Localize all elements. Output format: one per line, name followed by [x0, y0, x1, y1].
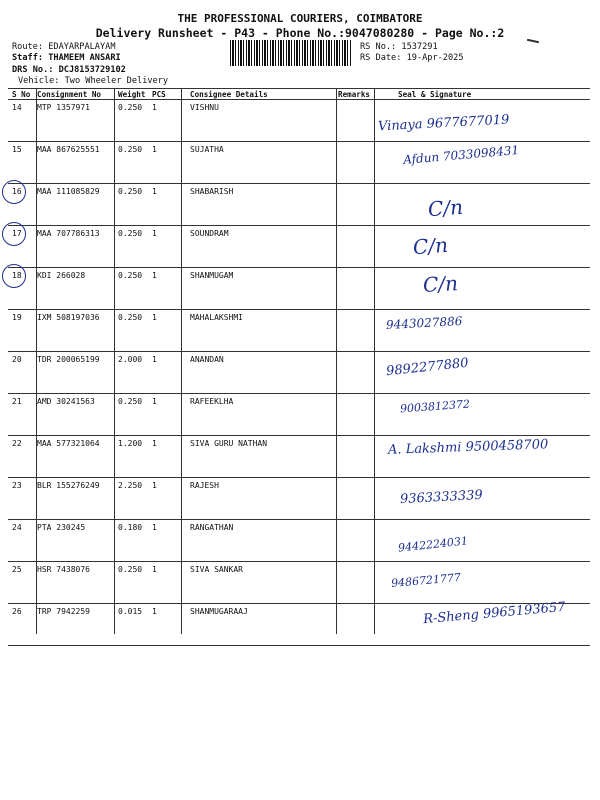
handwritten-signature: 9486721777: [390, 570, 462, 591]
weight-value: 0.015: [118, 607, 143, 616]
handwritten-signature: A. Lakshmi 9500458700: [387, 437, 549, 458]
serial-number: 26: [12, 607, 22, 616]
consignment-number: HSR 7438076: [37, 565, 90, 574]
handwritten-signature: Vinaya 9677677019: [377, 112, 510, 135]
handwritten-signature: 9003812372: [399, 397, 471, 416]
serial-number: 22: [12, 439, 22, 448]
weight-value: 0.250: [118, 313, 143, 322]
drs-value: DCJ8153729102: [58, 65, 126, 75]
column-divider: [181, 88, 182, 634]
col-consignee: Consignee Details: [190, 90, 268, 99]
route-label: Route:: [12, 42, 44, 52]
handwritten-signature: Afdun 7033098431: [402, 142, 520, 168]
column-divider: [374, 88, 375, 634]
serial-number: 14: [12, 103, 22, 112]
pieces-count: 1: [152, 565, 157, 574]
table-row: [8, 100, 590, 142]
barcode-image: [230, 40, 352, 66]
vehicle-label: Vehicle:: [18, 76, 60, 86]
table-row: [8, 226, 590, 268]
consignee-name: VISHNU: [190, 103, 219, 112]
pieces-count: 1: [152, 439, 157, 448]
table-row: [8, 520, 590, 562]
handwritten-signature: R-Sheng 9965193657: [422, 599, 567, 628]
serial-number: 20: [12, 355, 22, 364]
consignment-number: MTP 1357971: [37, 103, 90, 112]
drs-label: DRS No.:: [12, 65, 54, 75]
pieces-count: 1: [152, 103, 157, 112]
col-weight: Weight: [118, 90, 146, 99]
col-consignment: Consignment No: [37, 90, 102, 99]
consignment-number: TDR 200065199: [37, 355, 100, 364]
consignment-number: IXM 508197036: [37, 313, 100, 322]
consignee-name: ANANDAN: [190, 355, 224, 364]
handwritten-signature: 9443027886: [385, 314, 463, 332]
pieces-count: 1: [152, 607, 157, 616]
serial-number: 17: [12, 229, 22, 238]
runsheet-subtitle: Delivery Runsheet - P43 - Phone No.:9047080280 - Page No.:2: [95, 26, 505, 40]
rs-no-line: [360, 42, 438, 52]
table-row: [8, 268, 590, 310]
col-pcs: PCS: [152, 90, 166, 99]
staff-line: [12, 53, 121, 63]
table-row: [8, 352, 590, 394]
table-row: [8, 478, 590, 520]
weight-value: 0.250: [118, 187, 143, 196]
serial-circle-mark: [2, 264, 26, 288]
consignment-number: MAA 707786313: [37, 229, 100, 238]
weight-value: 2.000: [118, 355, 143, 364]
vehicle-value: Two Wheeler Delivery: [64, 76, 169, 86]
serial-number: 21: [12, 397, 22, 406]
serial-number: 18: [12, 271, 22, 280]
consignee-name: RAJESH: [190, 481, 219, 490]
serial-circle-mark: [2, 180, 26, 204]
delivery-table: [8, 88, 590, 646]
route-value: EDAYARPALAYAM: [48, 42, 116, 52]
serial-number: 25: [12, 565, 22, 574]
table-row: [8, 310, 590, 352]
serial-number: 23: [12, 481, 22, 490]
drs-line: [12, 65, 126, 75]
weight-value: 0.250: [118, 271, 143, 280]
consignee-name: SUJATHA: [190, 145, 224, 154]
pieces-count: 1: [152, 187, 157, 196]
consignee-name: SHANMUGARAAJ: [190, 607, 248, 616]
rs-date-line: [360, 53, 464, 63]
staff-label: Staff:: [12, 53, 44, 63]
weight-value: 0.250: [118, 229, 143, 238]
route-line: [12, 42, 116, 52]
consignee-name: SIVA SANKAR: [190, 565, 243, 574]
serial-number: 24: [12, 523, 22, 532]
weight-value: 0.250: [118, 145, 143, 154]
handwritten-signature: 9892277880: [385, 355, 470, 380]
weight-value: 0.250: [118, 103, 143, 112]
weight-value: 0.250: [118, 565, 143, 574]
handwritten-signature: 9442224031: [397, 534, 469, 555]
pieces-count: 1: [152, 145, 157, 154]
rs-no-value: 1537291: [401, 42, 438, 52]
column-divider: [336, 88, 337, 634]
table-row: [8, 562, 590, 604]
vehicle-line: [18, 76, 168, 86]
consignee-name: SIVA GURU NATHAN: [190, 439, 268, 448]
handwritten-signature: C/n: [427, 194, 464, 222]
table-row: [8, 184, 590, 226]
consignee-name: RAFEEKLHA: [190, 397, 234, 406]
pieces-count: 1: [152, 397, 157, 406]
consignment-number: AMD 30241563: [37, 397, 95, 406]
handwritten-signature: C/n: [422, 271, 459, 297]
consignment-number: TRP 7942259: [37, 607, 90, 616]
serial-number: 16: [12, 187, 22, 196]
col-sno: S No: [12, 90, 31, 99]
weight-value: 1.200: [118, 439, 143, 448]
col-remarks: Remarks: [338, 90, 371, 99]
consignee-name: SHABARISH: [190, 187, 234, 196]
consignee-name: RANGATHAN: [190, 523, 234, 532]
serial-circle-mark: [2, 222, 26, 246]
consignee-name: SOUNDRAM: [190, 229, 229, 238]
consignee-name: MAHALAKSHMI: [190, 313, 243, 322]
table-header: [8, 88, 590, 100]
handwritten-signature: 9363333339: [399, 487, 484, 508]
consignment-number: MAA 111085829: [37, 187, 100, 196]
weight-value: 0.250: [118, 397, 143, 406]
pieces-count: 1: [152, 355, 157, 364]
col-seal: Seal & Signature: [398, 90, 472, 99]
company-title: THE PROFESSIONAL COURIERS, COIMBATORE: [177, 12, 423, 25]
consignment-number: MAA 577321064: [37, 439, 100, 448]
column-divider: [36, 88, 37, 634]
weight-value: 0.180: [118, 523, 143, 532]
rs-no-label: RS No.:: [360, 42, 397, 52]
table-row: [8, 394, 590, 436]
consignment-number: KDI 266028: [37, 271, 86, 280]
table-row: [8, 436, 590, 478]
weight-value: 2.250: [118, 481, 143, 490]
consignment-number: PTA 230245: [37, 523, 86, 532]
consignment-number: MAA 867625551: [37, 145, 100, 154]
pieces-count: 1: [152, 481, 157, 490]
rs-date-label: RS Date:: [360, 53, 402, 63]
rs-date-value: 19-Apr-2025: [406, 53, 464, 63]
column-divider: [114, 88, 115, 634]
pieces-count: 1: [152, 313, 157, 322]
handwritten-signature: C/n: [412, 232, 449, 260]
consignee-name: SHANMUGAM: [190, 271, 234, 280]
pieces-count: 1: [152, 523, 157, 532]
table-row: [8, 142, 590, 184]
table-row: [8, 599, 590, 646]
pieces-count: 1: [152, 229, 157, 238]
serial-number: 15: [12, 145, 22, 154]
serial-number: 19: [12, 313, 22, 322]
staff-value: THAMEEM ANSARI: [48, 53, 121, 63]
consignment-number: BLR 155276249: [37, 481, 100, 490]
pieces-count: 1: [152, 271, 157, 280]
table-body: [8, 100, 590, 646]
